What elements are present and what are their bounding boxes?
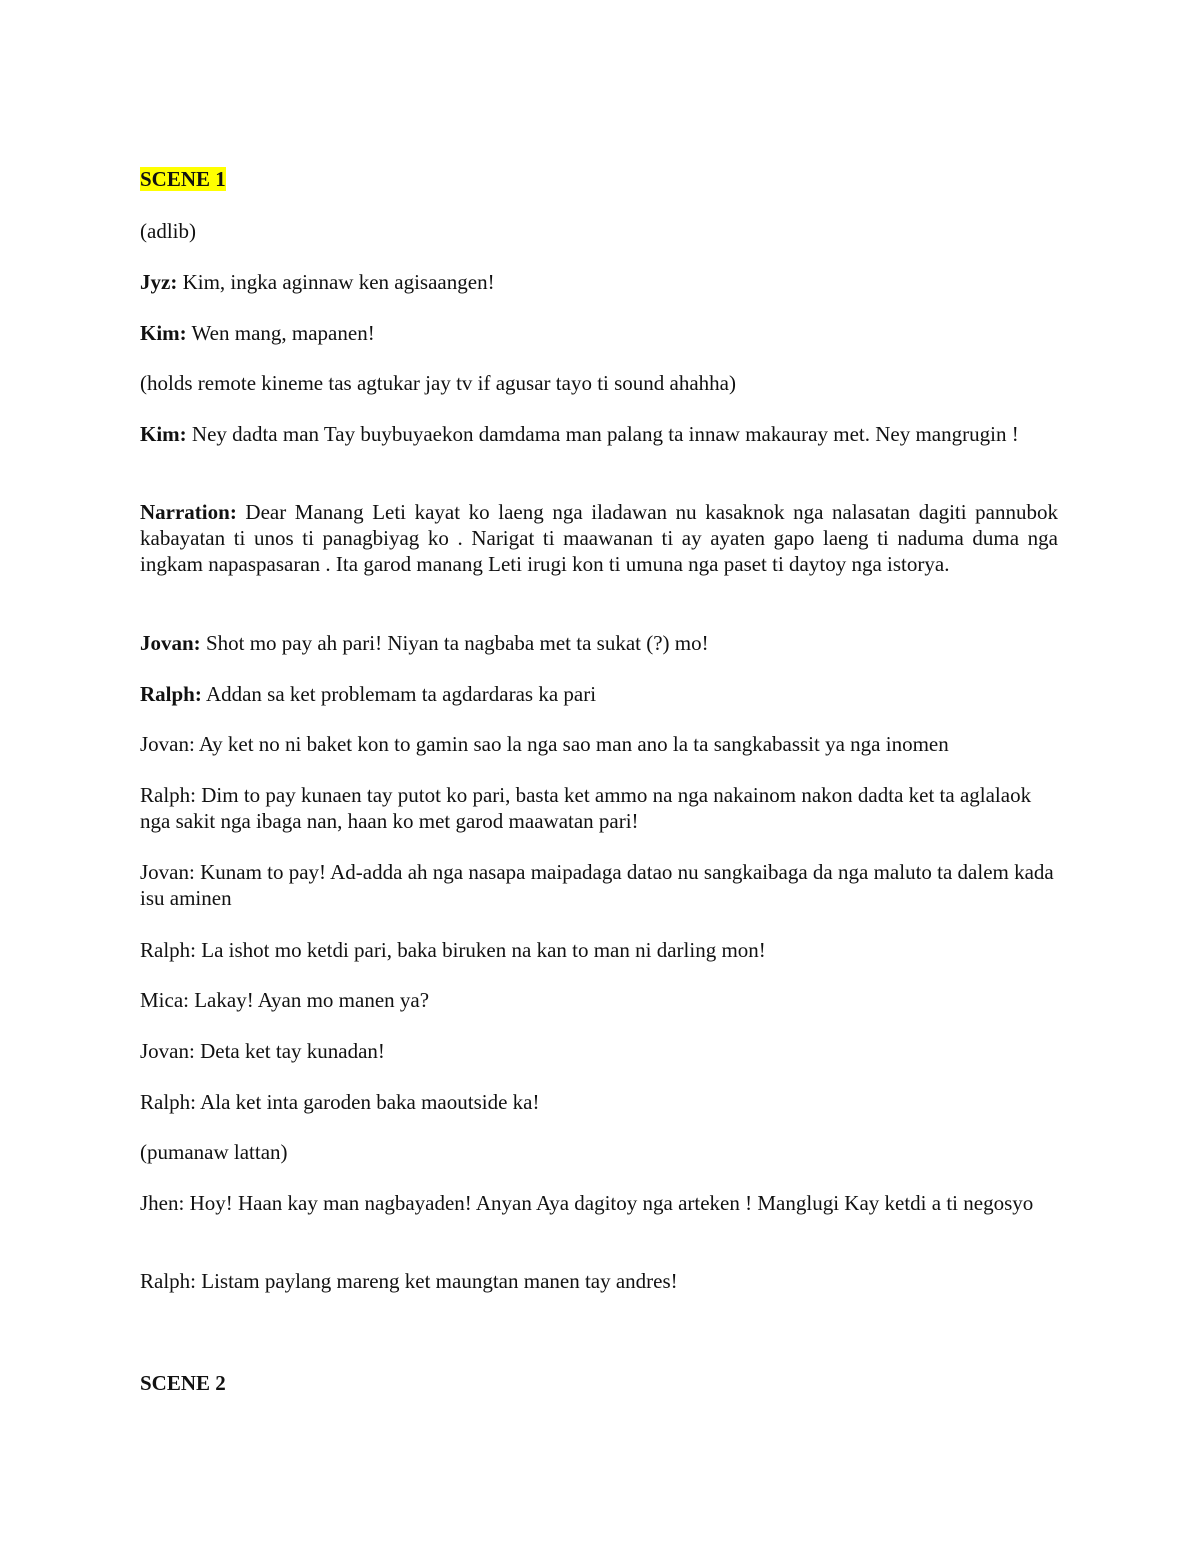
speaker-name: Ralph:: [140, 682, 202, 706]
dialogue-line-kim-1: [140, 320, 375, 346]
dialogue-text: Wen mang, mapanen!: [186, 321, 375, 345]
dialogue-line-jovan-2: Jovan: Ay ket no ni baket kon to gamin sao la nga sao man ano la ta sangkabassit ya nga inomen: [140, 732, 949, 756]
speaker-name: Kim:: [140, 422, 187, 446]
narration-paragraph: [140, 499, 1058, 577]
dialogue-line-jyz: [140, 269, 495, 295]
dialogue-line-jovan-1: [140, 630, 709, 656]
dialogue-line-jovan-3: Jovan: Kunam to pay! Ad-adda ah nga nasapa maipadaga datao nu sangkaibaga da nga maluto ta dalem kada isu aminen: [140, 860, 1054, 910]
speaker-name: Kim:: [140, 321, 187, 345]
dialogue-line-kim-2: [140, 421, 1058, 447]
dialogue-line-mica: Mica: Lakay! Ayan mo manen ya?: [140, 988, 430, 1012]
dialogue-text: Shot mo pay ah pari! Niyan ta nagbaba met ta sukat (?) mo!: [200, 631, 709, 655]
dialogue-line-ralph-5: Ralph: Listam paylang mareng ket maungtan manen tay andres!: [140, 1269, 678, 1293]
scene-2-heading: SCENE 2: [140, 1371, 226, 1395]
scene-1-heading: [140, 166, 226, 192]
dialogue-line-ralph-2: Ralph: Dim to pay kunaen tay putot ko pari, basta ket ammo na nga nakainom nakon dadta ket ta aglalaok nga sakit nga ibaga nan, haan ko met garod maawatan pari!: [140, 783, 1032, 833]
speaker-name: Jyz:: [140, 270, 178, 294]
dialogue-text: Dear Manang Leti kayat ko laeng nga iladawan nu kasaknok nga nalasatan dagiti pannubok kabayatan ti unos ti panagbiyag ko . Narigat ti maawanan ti ay ayaten gapo laeng ti naduma duma nga ingkam napaspasaran . Ita garod manang Leti irugi kon ti umuna nga paset ti daytoy nga istorya.: [140, 500, 1058, 576]
speaker-name: Narration:: [140, 500, 237, 524]
dialogue-line-ralph-1: [140, 681, 596, 707]
speaker-name: Jovan:: [140, 631, 201, 655]
stage-direction-pumanaw: (pumanaw lattan): [140, 1140, 288, 1164]
dialogue-line-ralph-4: Ralph: Ala ket inta garoden baka maoutside ka!: [140, 1090, 540, 1114]
stage-direction-remote: (holds remote kineme tas agtukar jay tv if agusar tayo ti sound ahahha): [140, 371, 736, 395]
scene-1-highlight: SCENE 1: [140, 167, 226, 191]
dialogue-text: Ney dadta man Tay buybuyaekon damdama man palang ta innaw makauray met. Ney mangrugin !: [186, 422, 1019, 446]
stage-direction-adlib: (adlib): [140, 219, 196, 243]
dialogue-text: Kim, ingka aginnaw ken agisaangen!: [177, 270, 495, 294]
dialogue-line-ralph-3: Ralph: La ishot mo ketdi pari, baka biruken na kan to man ni darling mon!: [140, 938, 766, 962]
dialogue-line-jhen: Jhen: Hoy! Haan kay man nagbayaden! Anyan Aya dagitoy nga arteken ! Manglugi Kay ketdi a ti negosyo: [140, 1191, 1034, 1215]
dialogue-line-jovan-4: Jovan: Deta ket tay kunadan!: [140, 1039, 385, 1063]
dialogue-text: Addan sa ket problemam ta agdardaras ka pari: [201, 682, 597, 706]
